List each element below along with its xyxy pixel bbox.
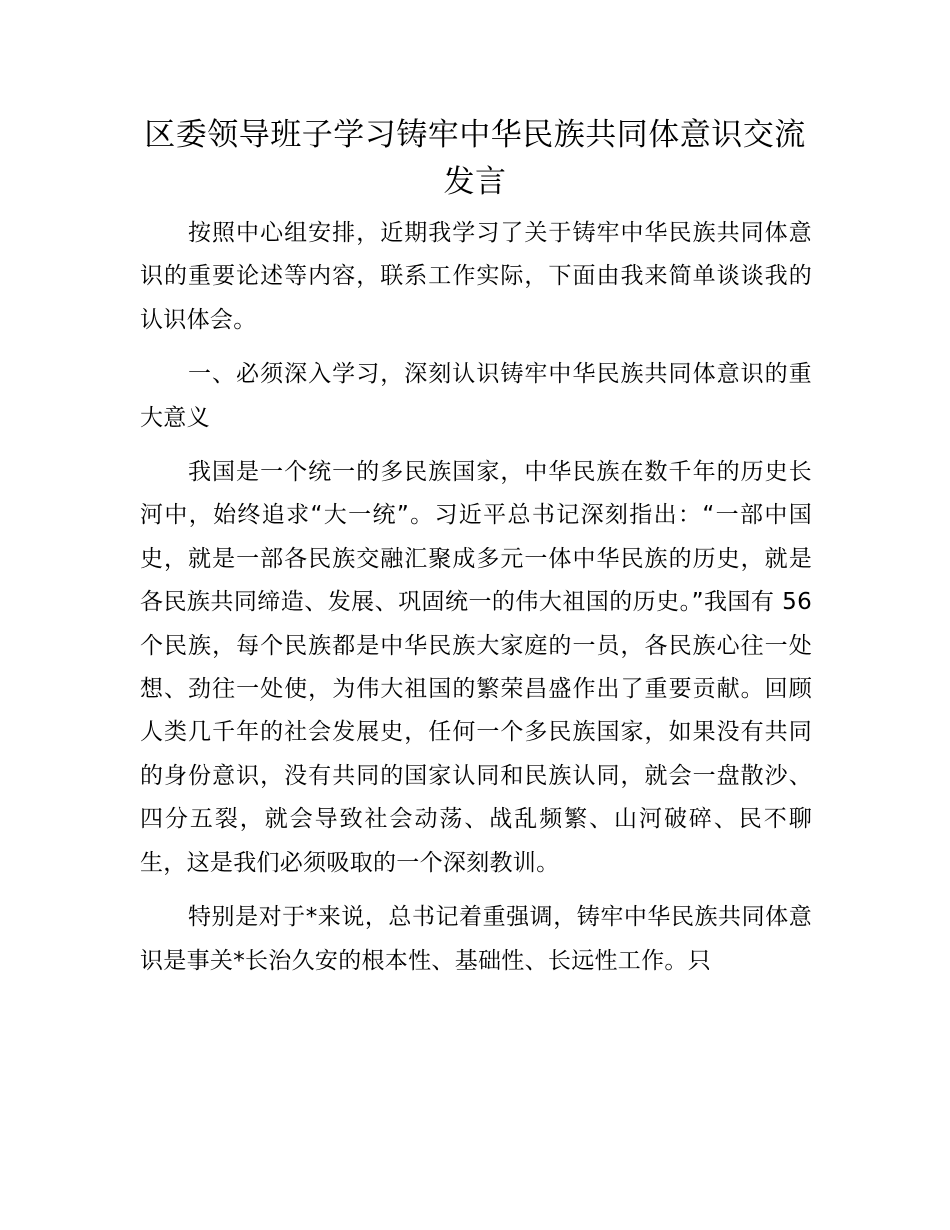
document-body [140,212,812,994]
document-title: 区委领导班子学习铸牢中华民族共同体意识交流发言 [144,117,806,200]
section-heading-1: 一、必须深入学习，深刻认识铸牢中华民族共同体意识的重大意义 [140,361,812,431]
paragraph-history: 我国是一个统一的多民族国家，中华民族在数千年的历史长河中，始终追求“大一统”。习近平总书记深刻指出：“一部中国史，就是一部各民族交融汇聚成多元一体中华民族的历史，就是各民族共同缔造、发展、巩固统一的伟大祖国的历史。”我国有 56 个民族，每个民族都是中华民族大家庭的一员，各民族心往一处想、劲往一处使，为伟大祖国的繁荣昌盛作出了重要贡献。回顾人类几千年的社会发展史，任何一个多民族国家，如果没有共同的身份意识，没有共同的国家认同和民族认同，就会一盘散沙、四分五裂，就会导致社会动荡、战乱频繁、山河破碎、民不聊生，这是我们必须吸取的一个深刻教训。 [140,459,812,876]
paragraph-intro: 按照中心组安排，近期我学习了关于铸牢中华民族共同体意识的重要论述等内容，联系工作实际，下面由我来简单谈谈我的认识体会。 [140,220,812,333]
paragraph-special: 特别是对于*来说，总书记着重强调，铸牢中华民族共同体意识是事关*长治久安的根本性、基础性、长远性工作。只 [140,904,812,974]
